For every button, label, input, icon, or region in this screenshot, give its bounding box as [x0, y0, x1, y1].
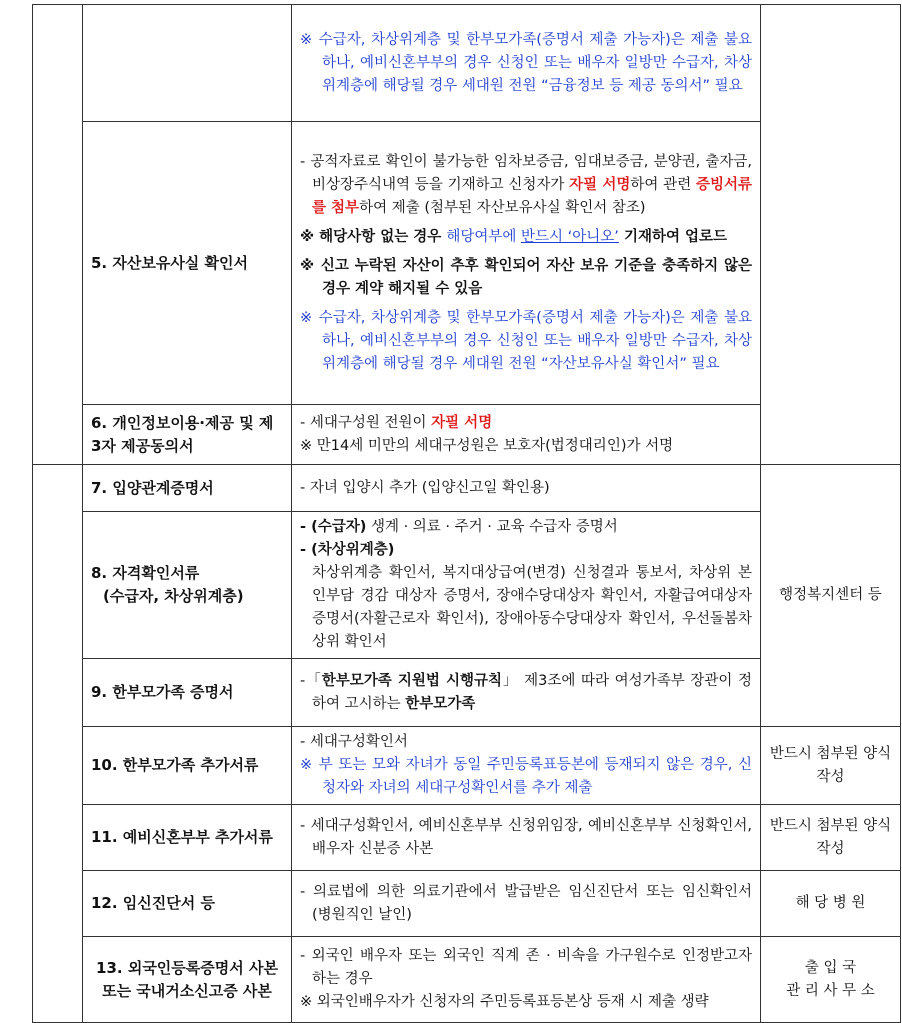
- document-name-single-parent-extra: 10. 한부모가족 추가서류: [83, 727, 292, 805]
- issuer-cell-empty: [761, 5, 901, 465]
- single-parent-extra-note: ※ 부 또는 모와 자녀가 동일 주민등록표등본에 등재되지 않은 경우, 신청자와 자녀의 세대구성확인서를 추가 제출: [300, 757, 752, 796]
- foreigner-desc: - 외국인 배우자 또는 외국인 직계 존 · 비속을 가구원수로 인정받고자 하는 경우: [300, 948, 752, 987]
- asset-desc-exemption: ※ 수급자, 차상위계층 및 한부모가족(증명서 제출 가능자)은 제출 불요하나, 예비신혼부부의 경우 신청인 또는 배우자 일방만 수급자, 차상위계층에 해당될 경우 세대원 전원 “자산보유사실 확인서” 필요: [300, 309, 752, 372]
- description-cell: [292, 122, 761, 405]
- newlywed-desc: - 세대구성확인서, 예비신혼부부 신청위임장, 예비신혼부부 신청확인서, 배우자 신분증 사본: [300, 817, 752, 857]
- foreigner-name-line2: 또는 국내거소신고증 사본: [102, 981, 272, 1000]
- single-parent-extra-desc: - 세대구성확인서: [300, 734, 408, 750]
- continued-note: ※ 수급자, 차상위계층 및 한부모가족(증명서 제출 가능자)은 제출 불요하나, 예비신혼부부의 경우 신청인 또는 배우자 일방만 수급자, 차상위계층에 해당될 경우 세대원 전원 “금융정보 등 제공 동의서” 필요: [300, 31, 752, 94]
- issuer-hospital: 해 당 병 원: [761, 871, 901, 937]
- description-cell: [292, 805, 761, 871]
- eligibility-recipient: - (수급자) 생계 · 의료 · 주거 · 교육 수급자 증명서: [300, 519, 618, 535]
- asset-desc-warning: ※ 신고 누락된 자산이 추후 확인되어 자산 보유 기준을 충족하지 않은 경우 계약 해지될 수 있음: [300, 257, 752, 297]
- issuer-community-center: 행정복지센터 등: [761, 465, 901, 727]
- table-row: [33, 805, 901, 871]
- table-row: [33, 465, 901, 512]
- foreigner-note: ※ 외국인배우자가 신청자의 주민등록표등본상 등재 시 제출 생략: [300, 994, 709, 1010]
- privacy-desc: - 세대구성원 전원이 자필 서명: [300, 414, 493, 431]
- table-row: [33, 727, 901, 805]
- immigration-line1: 출 입 국: [804, 959, 857, 976]
- foreigner-name-line1: 13. 외국인등록증명서 사본: [96, 958, 278, 977]
- description-cell: [292, 937, 761, 1023]
- document-name-adoption: 7. 입양관계증명서: [83, 465, 292, 512]
- eligibility-name-line1: 8. 자격확인서류: [91, 564, 200, 582]
- document-name-foreigner: [83, 937, 292, 1023]
- document-name-pregnancy: 12. 임신진단서 등: [83, 871, 292, 937]
- eligibility-near-poverty-list: 차상위계층 확인서, 복지대상급여(변경) 신청결과 통보서, 차상위 본인부담 경감 대상자 증명서, 장애수당대상자 확인서, 자활급여대상자 증명서(자활근로자 확인서), 장애아동수당대상자 확인서, 우선돌봄차상위 확인서: [312, 565, 752, 650]
- issuer-form-single-parent: 반드시 첨부된 양식 작성: [761, 727, 901, 805]
- document-name-newlywed: 11. 예비신혼부부 추가서류: [83, 805, 292, 871]
- category-cell-empty: [33, 5, 83, 465]
- description-cell: [292, 659, 761, 727]
- asset-desc-none-note: ※ 해당사항 없는 경우 해당여부에 반드시 ‘아니오’ 기재하여 업로드: [300, 228, 728, 245]
- table-row: [33, 871, 901, 937]
- category-label: [33, 465, 83, 1023]
- required-documents-table: [32, 4, 901, 1023]
- document-name-eligibility: [83, 512, 292, 659]
- single-parent-desc: -「한부모가족 지원법 시행규칙」 제3조에 따라 여성가족부 장관이 정하여 고시하는 한부모가족: [300, 672, 752, 712]
- issuer-form-newlywed: 반드시 첨부된 양식 작성: [761, 805, 901, 871]
- issuer-immigration-office: [761, 937, 901, 1023]
- adoption-desc: - 자녀 입양시 추가 (입양신고일 확인용): [300, 479, 550, 496]
- table-row: [33, 5, 901, 122]
- document-name-asset: 5. 자산보유사실 확인서: [83, 122, 292, 405]
- document-name-single-parent: 9. 한부모가족 증명서: [83, 659, 292, 727]
- description-cell: [292, 871, 761, 937]
- immigration-line2: 관 리 사 무 소: [786, 982, 875, 999]
- description-cell: [292, 465, 761, 512]
- description-cell: [292, 727, 761, 805]
- pregnancy-desc: - 의료법에 의한 의료기관에서 발급받은 임신진단서 또는 임신확인서 (병원직인 날인): [300, 883, 752, 923]
- description-cell: [292, 512, 761, 659]
- table-row: [33, 937, 901, 1023]
- description-cell: [292, 405, 761, 465]
- asset-desc-main: - 공적자료로 확인이 불가능한 임차보증금, 임대보증금, 분양권, 출자금, 비상장주식내역 등을 기재하고 신청자가 자필 서명하여 관련 증빙서류를 첨부하여 제출 (첨부된 자산보유사실 확인서 참조): [300, 153, 752, 216]
- document-name-privacy: 6. 개인정보이용·제공 및 제3자 제공동의서: [83, 405, 292, 465]
- document-name-cell: [83, 5, 292, 122]
- eligibility-near-poverty-heading: - (차상위계층): [300, 542, 395, 558]
- eligibility-name-line2: (수급자, 차상위계층): [103, 587, 244, 605]
- privacy-note: ※ 만14세 미만의 세대구성원은 보호자(법정대리인)가 서명: [300, 437, 674, 454]
- description-cell: [292, 5, 761, 122]
